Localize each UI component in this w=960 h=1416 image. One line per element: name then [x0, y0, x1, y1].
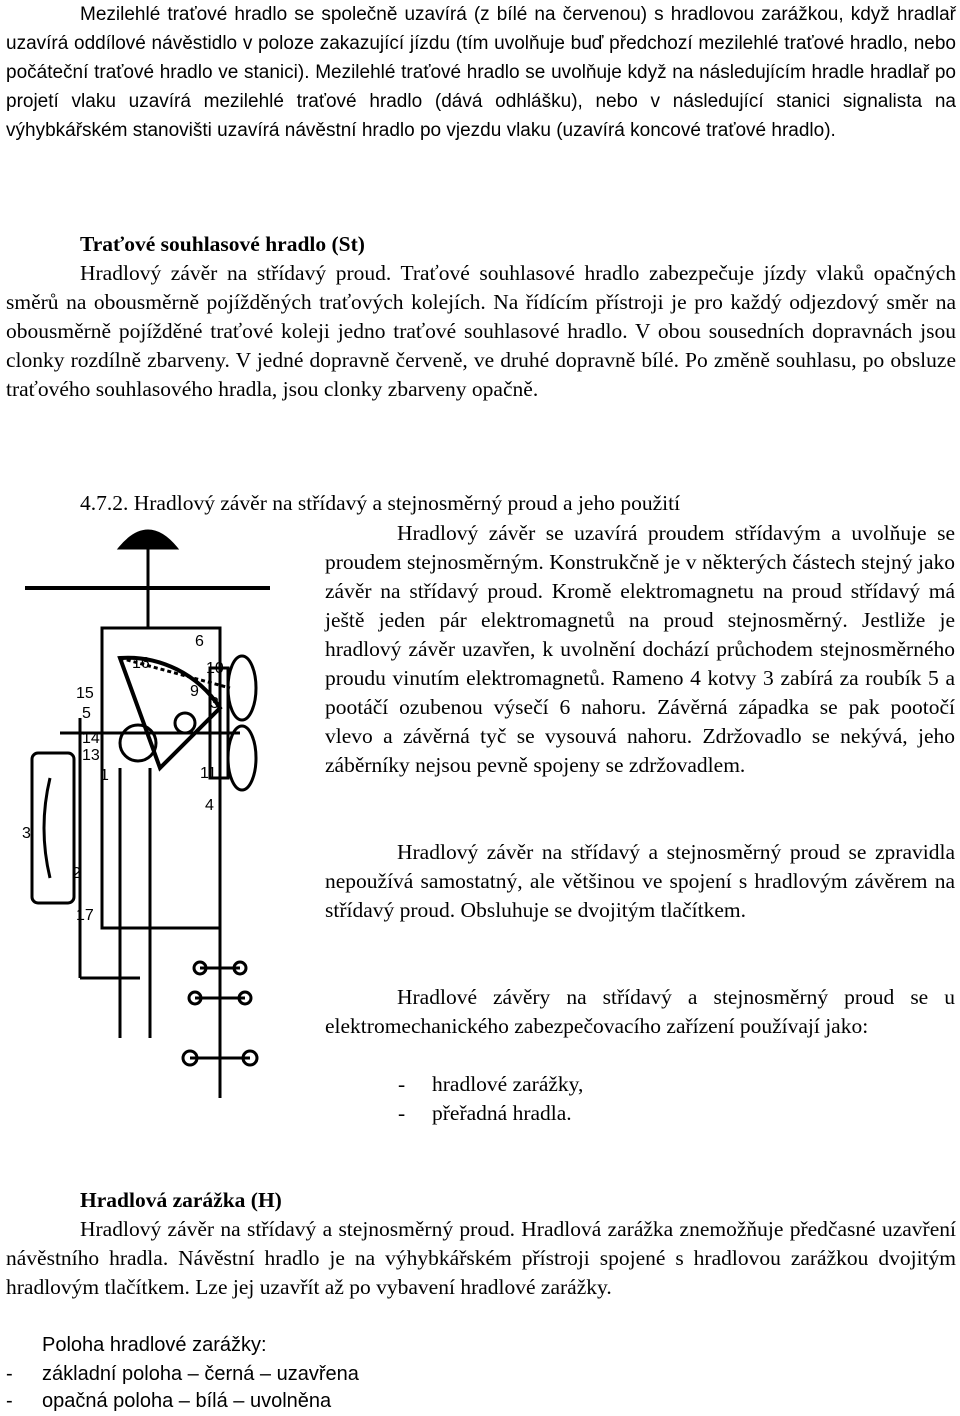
- st-text-3: Na řídícím přístroji je pro každý odjezdový směr na obousměrně pojížděné traťové koleji jedno traťové souhlasové hradlo.: [6, 290, 957, 343]
- figure-label: 16: [132, 655, 150, 672]
- list-dash: -: [6, 1363, 13, 1385]
- heading-st: Traťové souhlasové hradlo (St): [80, 232, 365, 256]
- column-paragraph-1: Hradlový závěr se uzavírá proudem střídavým a uvolňuje se proudem stejnosměrným. Konstrukčně je v některých částech stejný jako závěr na střídavý proud. Kromě elektromagnetu na proud střídavý má ještě jeden pár elektromagnetů na proud stejnosměrný. Jestliže je hradlový závěr uzavřen, k uvolnění dochází průchodem stejnosměrného proudu vinutím elektromagnetů. Rameno 4 kotvy 3 zabírá za roubík 5 a pootáčí ozubenou výsečí 6 nahoru. Závěrná západka se pak pootočí vlevo a závěrná tyč se vysouvá nahoru. Zdržovadlo se nekývá, jeho záběrníky nejsou pevně spojeny se zdržovadlem.: [325, 521, 955, 777]
- figure-label: 5: [82, 705, 91, 722]
- positions-title: Poloha hradlové zarážky:: [42, 1334, 267, 1356]
- figure-label: 2: [72, 865, 81, 882]
- section-title: 4.7.2. Hradlový závěr na střídavý a stejnosměrný proud a jeho použití: [80, 491, 681, 515]
- st-text-5: V jedné dopravně červeně, ve druhé dopravně bílé.: [235, 348, 679, 372]
- column-paragraph-3: Hradlové závěry na střídavý a stejnosměrný proud se u elektromechanického zabezpečovacího zařízení používají jako:: [325, 985, 955, 1038]
- figure-label: 6: [195, 633, 204, 650]
- figure-label: 1: [100, 767, 109, 784]
- paragraph-st: [6, 259, 956, 404]
- figure-label: 10: [206, 660, 224, 677]
- paragraph-intro-text-2: Mezilehlé traťové hradlo se uvolňuje když na následujícím hradle hradlař po projetí vlaku uzavírá mezilehlé traťové hradlo (dává odhlášku), nebo v následující stanici signalista na výhybkářském stanovišti uzavírá návěstní hradlo po vjezdu vlaku (uzavírá koncové traťové hradlo).: [6, 62, 956, 141]
- list-item-text: hradlové zarážky,: [432, 1072, 584, 1096]
- knob-shape: [120, 531, 176, 548]
- figure-label: 17: [76, 907, 94, 924]
- figure-label: 13: [82, 747, 100, 764]
- st-text-6: Po změně souhlasu, po obsluze traťového souhlasového hradla, jsou clonky zbarveny opačně.: [6, 348, 956, 401]
- heading-h: Hradlová zarážka (H): [80, 1188, 282, 1212]
- list-dash: -: [398, 1072, 406, 1096]
- figure-label: 14: [82, 730, 100, 747]
- position-item: [6, 1387, 331, 1416]
- position-item-text: základní poloha – černá – uzavřena: [42, 1363, 359, 1385]
- list-item: [398, 1099, 572, 1128]
- position-item: [6, 1360, 359, 1389]
- st-text-4: V obou sousedních dopravnách jsou clonky rozdílně zbarveny.: [6, 319, 956, 372]
- figure-label: 9: [190, 683, 199, 700]
- figure-label: 15: [76, 685, 94, 702]
- figure-label: 3: [210, 695, 219, 712]
- paragraph-h: Hradlový závěr na střídavý a stejnosměrný proud. Hradlová zarážka znemožňuje předčasné uzavření návěstního hradla. Návěstní hradlo je na výhybkářském přístroji spojené s hradlovou zarážkou dvojitým hradlovým tlačítkem. Lze jej uzavřít až po vybavení hradlové zarážky.: [6, 1217, 956, 1299]
- mechanism-drawing: [20, 518, 275, 1098]
- st-text-1: Hradlový závěr na střídavý proud.: [80, 261, 392, 285]
- list-item: [398, 1070, 583, 1099]
- paragraph-intro-text-1: Mezilehlé traťové hradlo se společně uzavírá (z bílé na červenou) s hradlovou zarážkou, když hradlař uzavírá oddílové návěstidlo v poloze zakazující jízdu (tím uvolňuje buď předchozí mezilehlé traťové hradlo, nebo počáteční traťové hradlo ve stanici).: [6, 4, 956, 83]
- list-dash: -: [398, 1101, 406, 1125]
- position-item-text: opačná poloha – bílá – uvolněna: [42, 1390, 332, 1412]
- list-item-text: přeřadná hradla.: [432, 1101, 572, 1125]
- paragraph-intro: [6, 0, 956, 145]
- figure-label: 3: [22, 825, 31, 842]
- figure-label: 4: [205, 797, 214, 814]
- st-text-2: Traťové souhlasové hradlo zabezpečuje jízdy vlaků opačných směrů na obousměrně pojížděných traťových kolejích.: [6, 261, 956, 314]
- list-dash: -: [6, 1390, 13, 1412]
- column-paragraph-2: Hradlový závěr na střídavý a stejnosměrný proud se zpravidla nepoužívá samostatný, ale většinou ve spojení s hradlovým závěrem na střídavý proud. Obsluhuje se dvojitým tlačítkem.: [325, 840, 955, 922]
- figure-label: 11: [200, 765, 217, 782]
